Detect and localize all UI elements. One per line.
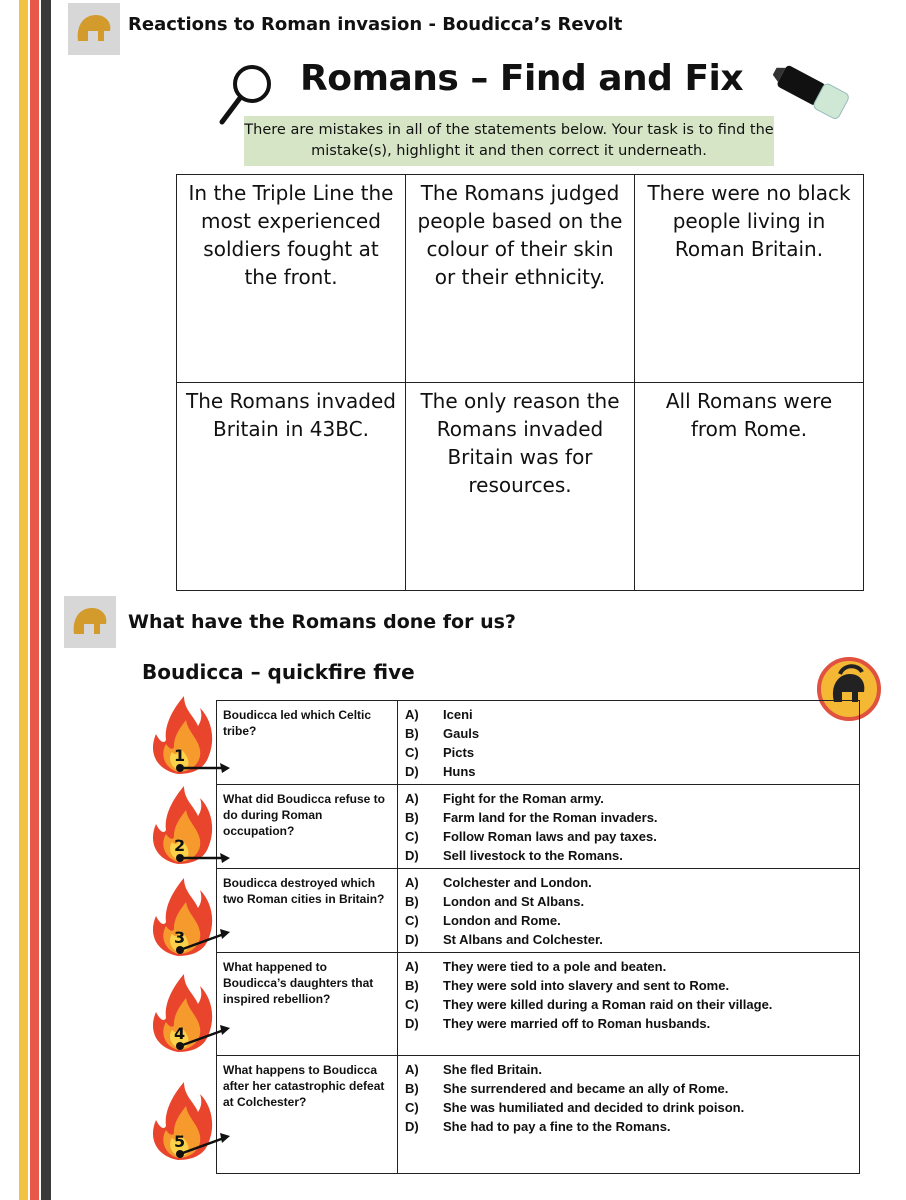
quickfire-row bbox=[216, 868, 860, 953]
page-header-title: Reactions to Roman invasion - Boudicca’s Revolt bbox=[128, 14, 623, 35]
find-fix-title: Romans – Find and Fix bbox=[300, 58, 744, 99]
fire-icon bbox=[146, 968, 216, 1058]
option-text: St Albans and Colchester. bbox=[443, 932, 603, 947]
fire-icon bbox=[146, 690, 216, 780]
option-letter: B) bbox=[405, 894, 419, 909]
statement-cell[interactable]: The Romans judged people based on the colour of their skin or their ethnicity. bbox=[406, 175, 635, 383]
statement-cell[interactable]: The only reason the Romans invaded Britain was for resources. bbox=[406, 383, 635, 591]
helmet-icon bbox=[64, 596, 116, 648]
statement-cell[interactable]: In the Triple Line the most experienced soldiers fought at the front. bbox=[177, 175, 406, 383]
quickfire-row bbox=[216, 952, 860, 1056]
answer-option[interactable] bbox=[405, 705, 479, 724]
statement-cell[interactable]: There were no black people living in Roman Britain. bbox=[635, 175, 864, 383]
helmet-icon bbox=[68, 3, 120, 55]
answer-option[interactable] bbox=[405, 995, 772, 1014]
statement-cell[interactable]: All Romans were from Rome. bbox=[635, 383, 864, 591]
stripe-dark bbox=[41, 0, 51, 1200]
question-number: 5 bbox=[174, 1132, 186, 1151]
quickfire-row bbox=[216, 700, 860, 785]
option-letter: A) bbox=[405, 875, 419, 890]
option-text: London and Rome. bbox=[443, 913, 561, 928]
option-letter: B) bbox=[405, 1081, 419, 1096]
answer-option[interactable] bbox=[405, 873, 603, 892]
question-text: Boudicca destroyed which two Roman cities in Britain? bbox=[217, 869, 398, 952]
option-text: Fight for the Roman army. bbox=[443, 791, 604, 806]
option-text: London and St Albans. bbox=[443, 894, 585, 909]
option-letter: D) bbox=[405, 764, 419, 779]
section-title: What have the Romans done for us? bbox=[128, 611, 516, 633]
question-number: 2 bbox=[174, 836, 186, 855]
option-text: Farm land for the Roman invaders. bbox=[443, 810, 658, 825]
option-letter: B) bbox=[405, 978, 419, 993]
option-letter: B) bbox=[405, 726, 419, 741]
fire-icon bbox=[146, 872, 216, 962]
option-text: They were killed during a Roman raid on their village. bbox=[443, 997, 773, 1012]
option-letter: D) bbox=[405, 1016, 419, 1031]
option-text: She fled Britain. bbox=[443, 1062, 542, 1077]
question-number: 4 bbox=[174, 1024, 186, 1043]
option-letter: A) bbox=[405, 791, 419, 806]
answer-option[interactable] bbox=[405, 846, 658, 865]
question-number: 1 bbox=[174, 746, 186, 765]
option-letter: A) bbox=[405, 707, 419, 722]
option-text: Picts bbox=[443, 745, 475, 760]
answer-option[interactable] bbox=[405, 1060, 744, 1079]
option-text: She was humiliated and decided to drink poison. bbox=[443, 1100, 745, 1115]
option-letter: C) bbox=[405, 829, 419, 844]
stripe-red bbox=[30, 0, 39, 1200]
fire-icon bbox=[146, 780, 216, 870]
statement-cell[interactable]: The Romans invaded Britain in 43BC. bbox=[177, 383, 406, 591]
answer-option[interactable] bbox=[405, 743, 479, 762]
answer-options bbox=[405, 873, 603, 949]
question-number: 3 bbox=[174, 928, 186, 947]
option-letter: C) bbox=[405, 997, 419, 1012]
answer-options bbox=[405, 705, 479, 781]
instruction-box: There are mistakes in all of the statements below. Your task is to find the mistake(s), highlight it and then correct it underneath. bbox=[244, 116, 774, 166]
answer-option[interactable] bbox=[405, 892, 603, 911]
option-letter: D) bbox=[405, 848, 419, 863]
question-text: Boudicca led which Celtic tribe? bbox=[217, 701, 398, 784]
option-letter: A) bbox=[405, 1062, 419, 1077]
question-text: What happens to Boudicca after her catastrophic defeat at Colchester? bbox=[217, 1056, 398, 1173]
option-text: Iceni bbox=[443, 707, 473, 722]
option-text: Gauls bbox=[443, 726, 480, 741]
answer-option[interactable] bbox=[405, 976, 772, 995]
answer-option[interactable] bbox=[405, 808, 658, 827]
answer-option[interactable] bbox=[405, 1079, 744, 1098]
option-text: They were married off to Roman husbands. bbox=[443, 1016, 711, 1031]
answer-option[interactable] bbox=[405, 1014, 772, 1033]
quickfire-title: Boudicca – quickfire five bbox=[142, 660, 415, 684]
highlighter-icon bbox=[770, 52, 850, 128]
option-text: Huns bbox=[443, 764, 476, 779]
answer-option[interactable] bbox=[405, 762, 479, 781]
question-text: What did Boudicca refuse to do during Roman occupation? bbox=[217, 785, 398, 868]
option-letter: C) bbox=[405, 913, 419, 928]
option-text: She surrendered and became an ally of Rome. bbox=[443, 1081, 729, 1096]
table-row bbox=[177, 175, 864, 383]
quickfire-row bbox=[216, 784, 860, 869]
option-letter: D) bbox=[405, 1119, 419, 1134]
option-letter: D) bbox=[405, 932, 419, 947]
answer-option[interactable] bbox=[405, 1117, 744, 1136]
option-letter: A) bbox=[405, 959, 419, 974]
answer-option[interactable] bbox=[405, 930, 603, 949]
option-letter: B) bbox=[405, 810, 419, 825]
question-text: What happened to Boudicca’s daughters that inspired rebellion? bbox=[217, 953, 398, 1055]
answer-option[interactable] bbox=[405, 957, 772, 976]
answer-option[interactable] bbox=[405, 789, 658, 808]
option-letter: C) bbox=[405, 745, 419, 760]
quickfire-row bbox=[216, 1055, 860, 1174]
answer-option[interactable] bbox=[405, 911, 603, 930]
option-text: Follow Roman laws and pay taxes. bbox=[443, 829, 657, 844]
option-text: Sell livestock to the Romans. bbox=[443, 848, 623, 863]
answer-option[interactable] bbox=[405, 827, 658, 846]
answer-option[interactable] bbox=[405, 724, 479, 743]
option-text: They were tied to a pole and beaten. bbox=[443, 959, 667, 974]
fire-icon bbox=[146, 1076, 216, 1166]
answer-option[interactable] bbox=[405, 1098, 744, 1117]
answer-options bbox=[405, 789, 658, 865]
option-text: They were sold into slavery and sent to Rome. bbox=[443, 978, 730, 993]
option-text: Colchester and London. bbox=[443, 875, 592, 890]
answer-options bbox=[405, 957, 772, 1033]
option-text: She had to pay a fine to the Romans. bbox=[443, 1119, 671, 1134]
option-letter: C) bbox=[405, 1100, 419, 1115]
stripe-yellow bbox=[19, 0, 28, 1200]
table-row bbox=[177, 383, 864, 591]
find-fix-table bbox=[176, 174, 864, 591]
answer-options bbox=[405, 1060, 744, 1136]
